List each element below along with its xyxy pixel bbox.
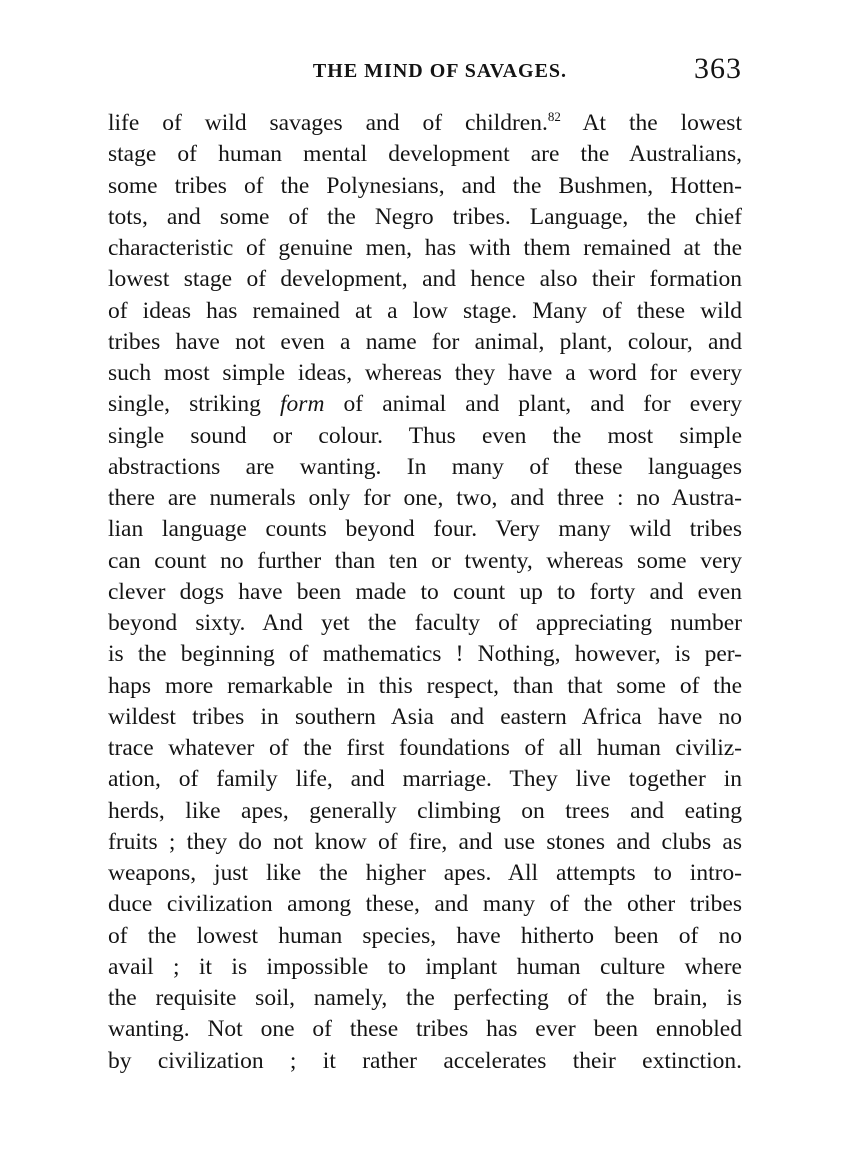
text-line: the requisite soil, namely, the perfecting of the brain, is xyxy=(108,985,742,1011)
text-line: is the beginning of mathematics ! Nothing, however, is per- xyxy=(108,641,742,668)
italic-word: form xyxy=(280,391,325,418)
page-number: 363 xyxy=(694,52,742,85)
text-line: lian language counts beyond four. Very many wild tribes xyxy=(108,516,742,543)
text-line: of the lowest human species, have hitherto been of no xyxy=(108,922,742,949)
text-line: can count no further than ten or twenty, whereas some very xyxy=(108,547,742,574)
text-line: such most simple ideas, whereas they have a word for every xyxy=(108,360,742,386)
text-line: abstractions are wanting. In many of these languages xyxy=(108,453,742,480)
text-line: tots, and some of the Negro tribes. Language, the chief xyxy=(108,203,742,230)
text-line: clever dogs have been made to count up to forty and even xyxy=(108,578,742,605)
body-text xyxy=(108,108,742,1077)
text-line: tribes have not even a name for animal, plant, colour, and xyxy=(108,328,742,355)
text-line: single, striking form of animal and plant, and for every xyxy=(108,391,742,418)
text-line: trace whatever of the first foundations of all human civiliz- xyxy=(108,735,742,761)
text-line: wanting. Not one of these tribes has ever been ennobled xyxy=(108,1016,742,1043)
text-line: beyond sixty. And yet the faculty of appreciating number xyxy=(108,610,742,636)
text-line: characteristic of genuine men, has with them remained at the xyxy=(108,235,742,261)
text-line: lowest stage of development, and hence also their formation xyxy=(108,266,742,293)
text-line: stage of human mental development are the Australians, xyxy=(108,141,742,168)
text-line: weapons, just like the higher apes. All attempts to intro- xyxy=(108,860,742,886)
running-head xyxy=(108,52,742,96)
text-line: there are numerals only for one, two, and three : no Austra- xyxy=(108,485,742,511)
text-line: fruits ; they do not know of fire, and use stones and clubs as xyxy=(108,828,742,855)
text-line: some tribes of the Polynesians, and the Bushmen, Hotten- xyxy=(108,172,742,199)
text-line: wildest tribes in southern Asia and eastern Africa have no xyxy=(108,703,742,730)
text-line: single sound or colour. Thus even the most simple xyxy=(108,422,742,449)
text-line: of ideas has remained at a low stage. Many of these wild xyxy=(108,297,742,324)
text-line: avail ; it is impossible to implant human culture where xyxy=(108,953,742,980)
text-line: by civilization ; it rather accelerates their extinction. xyxy=(108,1047,742,1074)
footnote-marker: 82 xyxy=(547,109,561,125)
text-line: herds, like apes, generally climbing on trees and eating xyxy=(108,797,742,824)
running-title: THE MIND OF SAVAGES. xyxy=(312,60,568,82)
text-line: duce civilization among these, and many of the other tribes xyxy=(108,891,742,918)
text-line: ation, of family life, and marriage. They live together in xyxy=(108,766,742,793)
text-line: haps more remarkable in this respect, than that some of the xyxy=(108,672,742,699)
text-line: life of wild savages and of children.$^{82}$ At the lowest xyxy=(108,109,742,136)
